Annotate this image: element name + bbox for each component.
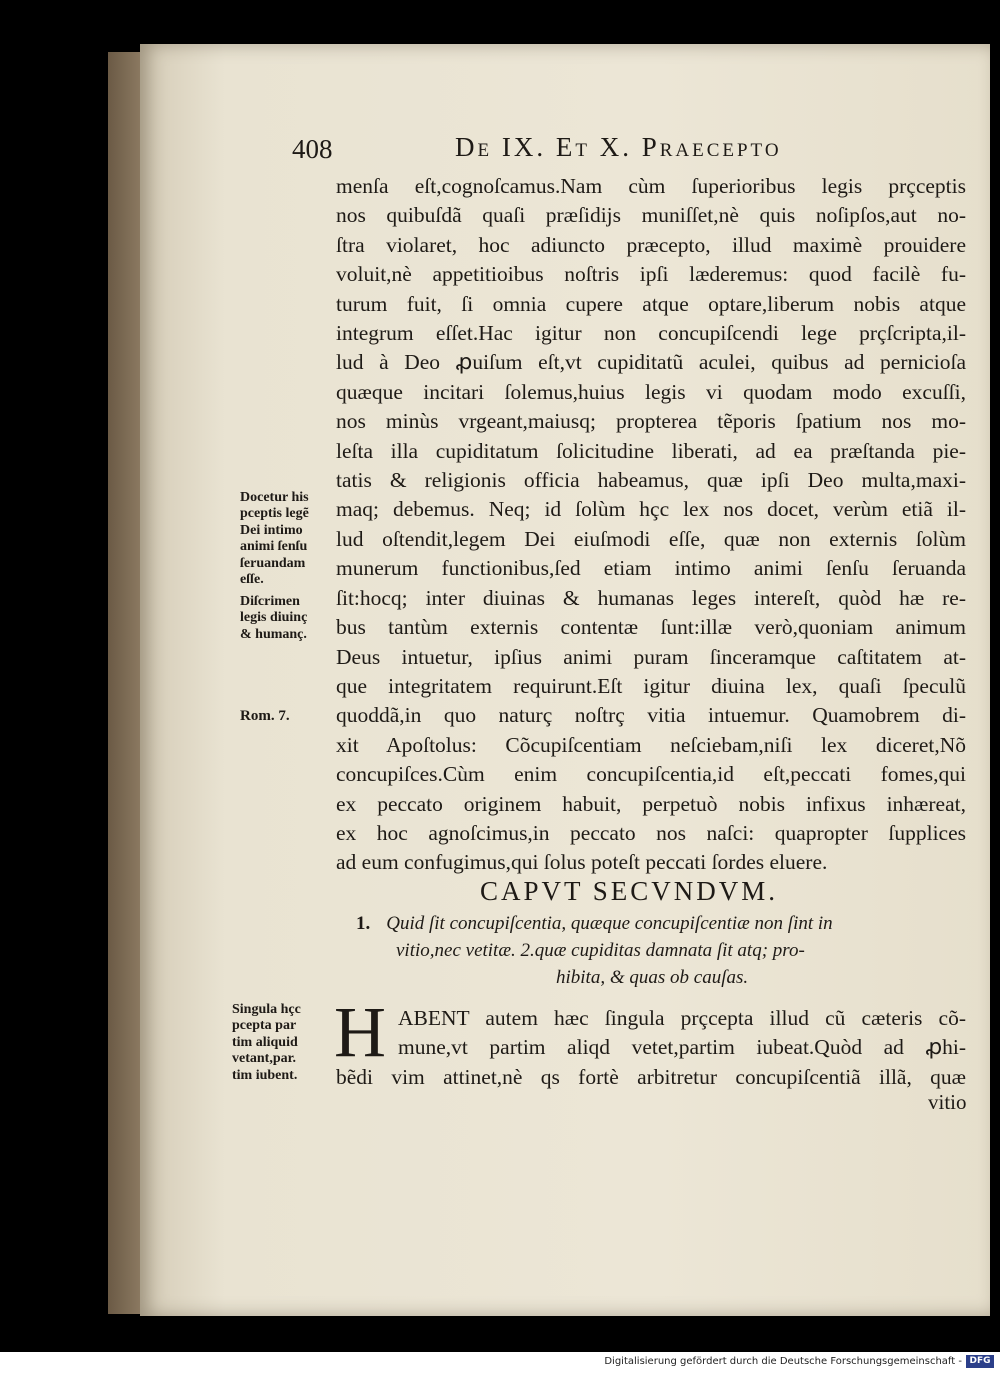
page-number: 408 bbox=[292, 134, 333, 164]
summary-text: Quid ſit concupiſcentia, quæque concupiſcentiæ non ſint in bbox=[386, 913, 833, 934]
marginal-note-line: & humanç. bbox=[240, 626, 307, 642]
digitization-credit: Digitalisierung gefördert durch die Deutsche Forschungsgemeinschaft - bbox=[604, 1356, 962, 1367]
text-line: munerum functionibus,ſed etiam intimo animi ſenſu ſeruanda bbox=[336, 556, 966, 581]
text-line: voluit,nè appetitioibus noſtris ipſi læderemus: quod facilè fu- bbox=[336, 262, 966, 287]
text-line: ABENT autem hæc ſingula prçcepta illud cũ cæteris cõ- bbox=[398, 1006, 966, 1030]
text-line: ſit:hocq; inter diuinas & humanas leges intereſt, quòd hæ re- bbox=[336, 585, 966, 610]
marginal-note-line: animi ſenſu bbox=[240, 539, 308, 555]
marginal-note-line: eſſe. bbox=[240, 572, 264, 588]
marginal-note-line: Dei intimo bbox=[240, 522, 303, 538]
chapter-text bbox=[336, 1004, 966, 1092]
chapter-summary bbox=[356, 910, 956, 991]
marginal-note-line: Singula hçc bbox=[232, 1002, 301, 1017]
text-line: que integritatem requirunt.Eſt igitur diuina lex, quaſi ſpeculũ bbox=[336, 673, 966, 698]
text-line: ex peccato originem habuit, perpetuò nobis infixus inhæreat, bbox=[336, 791, 966, 816]
catchword: vitio bbox=[928, 1090, 967, 1114]
text-line: nos minùs vrgeant,maiusq; propterea tẽporis ſpatium nos mo- bbox=[336, 409, 966, 434]
marginal-note-reference bbox=[240, 708, 290, 724]
marginal-note-line: tim aliquid bbox=[232, 1034, 298, 1050]
drop-cap: H bbox=[334, 992, 386, 1072]
text-line: menſa eſt,cognoſcamus.Nam cùm ſuperioribus legis prçceptis bbox=[336, 174, 966, 198]
marginal-note-line: ſeruandam bbox=[240, 555, 306, 571]
marginal-note-singula bbox=[232, 1002, 301, 1084]
text-line: leſta illa cupiditatum ſolicitudine liberati, ad ea præſtanda pie- bbox=[336, 438, 966, 463]
text-line: lud oſtendit,legem Dei eiuſmodi eſſe, quæ non externis ſolùm bbox=[336, 526, 966, 551]
marginal-note-line: Docetur his bbox=[240, 490, 309, 505]
text-line: bẽdi vim attinet,nè qs fortè arbitretur concupiſcentiã illã, quæ bbox=[336, 1064, 966, 1089]
text-line: tatis & religionis officia habeamus, quæ ipſi Deo multa,maxi- bbox=[336, 468, 966, 493]
summary-line: vitio,nec vetitæ. 2.quæ cupiditas damnata ſit atq; pro- bbox=[396, 940, 805, 961]
text-line: nos quibuſdã quaſi præſidijs muniſſet,nè quis noſipſos,aut no- bbox=[336, 203, 966, 228]
summary-line bbox=[356, 910, 956, 937]
marginal-note-line: Diſcrimen bbox=[240, 594, 300, 609]
text-line: Deus intuetur, ipſius animi puram ſinceramque caſtitatem at- bbox=[336, 644, 966, 669]
dfg-logo: DFG bbox=[966, 1355, 994, 1368]
text-line: bus tantùm externis contentæ ſunt:illæ verò,quoniam animum bbox=[336, 615, 966, 640]
marginal-note-line: vetant,par. bbox=[232, 1051, 297, 1067]
text-line: integrum eſſet.Hac igitur non concupiſcendi lege prçſcripta,il- bbox=[336, 321, 966, 346]
marginal-note-line: tim iubent. bbox=[232, 1067, 298, 1083]
running-head: De IX. Et X. Praecepto bbox=[455, 132, 782, 162]
marginal-note-doctrine bbox=[240, 490, 309, 588]
text-line: mune,vt partim aliqd vetet,partim iubeat.Quòd ad ꝓhi- bbox=[398, 1035, 966, 1060]
text-line: ad eum confugimus,qui ſolus poteſt peccati ſordes eluere. bbox=[336, 850, 828, 875]
summary-line: hibita, & quas ob cauſas. bbox=[556, 967, 749, 988]
text-line: ſtra violaret, hoc adiuncto præcepto, illud maximè prouidere bbox=[336, 232, 966, 257]
marginal-note-line: pcepta par bbox=[232, 1018, 297, 1034]
main-text bbox=[336, 172, 966, 878]
text-line: turum fuit, ſi omnia cupere atque optare,liberum nobis atque bbox=[336, 291, 966, 316]
marginal-note-difference bbox=[240, 594, 307, 643]
marginal-note-line: legis diuinç bbox=[240, 610, 308, 626]
text-line: maq; debemus. Neq; id ſolùm hçc lex nos docet, verùm etiã il- bbox=[336, 497, 966, 522]
text-line: quæque incitari ſolemus,huius legis vi quodam modo excuſſi, bbox=[336, 379, 966, 404]
marginal-note-line: Rom. 7. bbox=[240, 708, 290, 724]
marginal-note-line: pceptis legẽ bbox=[240, 506, 309, 522]
text-line: xit Apoſtolus: Cõcupiſcentiam neſciebam,niſi lex diceret,Nõ bbox=[336, 732, 966, 757]
text-line: lud à Deo ꝓuiſum eſt,vt cupiditatũ aculei, quibus ad pernicioſa bbox=[336, 350, 966, 375]
chapter-heading: CAPVT SECVNDVM. bbox=[480, 876, 779, 906]
text-line: quoddã,in quo naturç noſtrç vitia intuemur. Quamobrem di- bbox=[336, 703, 966, 728]
text-line: concupiſces.Cùm enim concupiſcentia,id eſt,peccati fomes,qui bbox=[336, 762, 966, 787]
text-line: ex hoc agnoſcimus,in peccato nos naſci: quapropter ſupplices bbox=[336, 820, 966, 845]
summary-number: 1. bbox=[356, 913, 371, 934]
